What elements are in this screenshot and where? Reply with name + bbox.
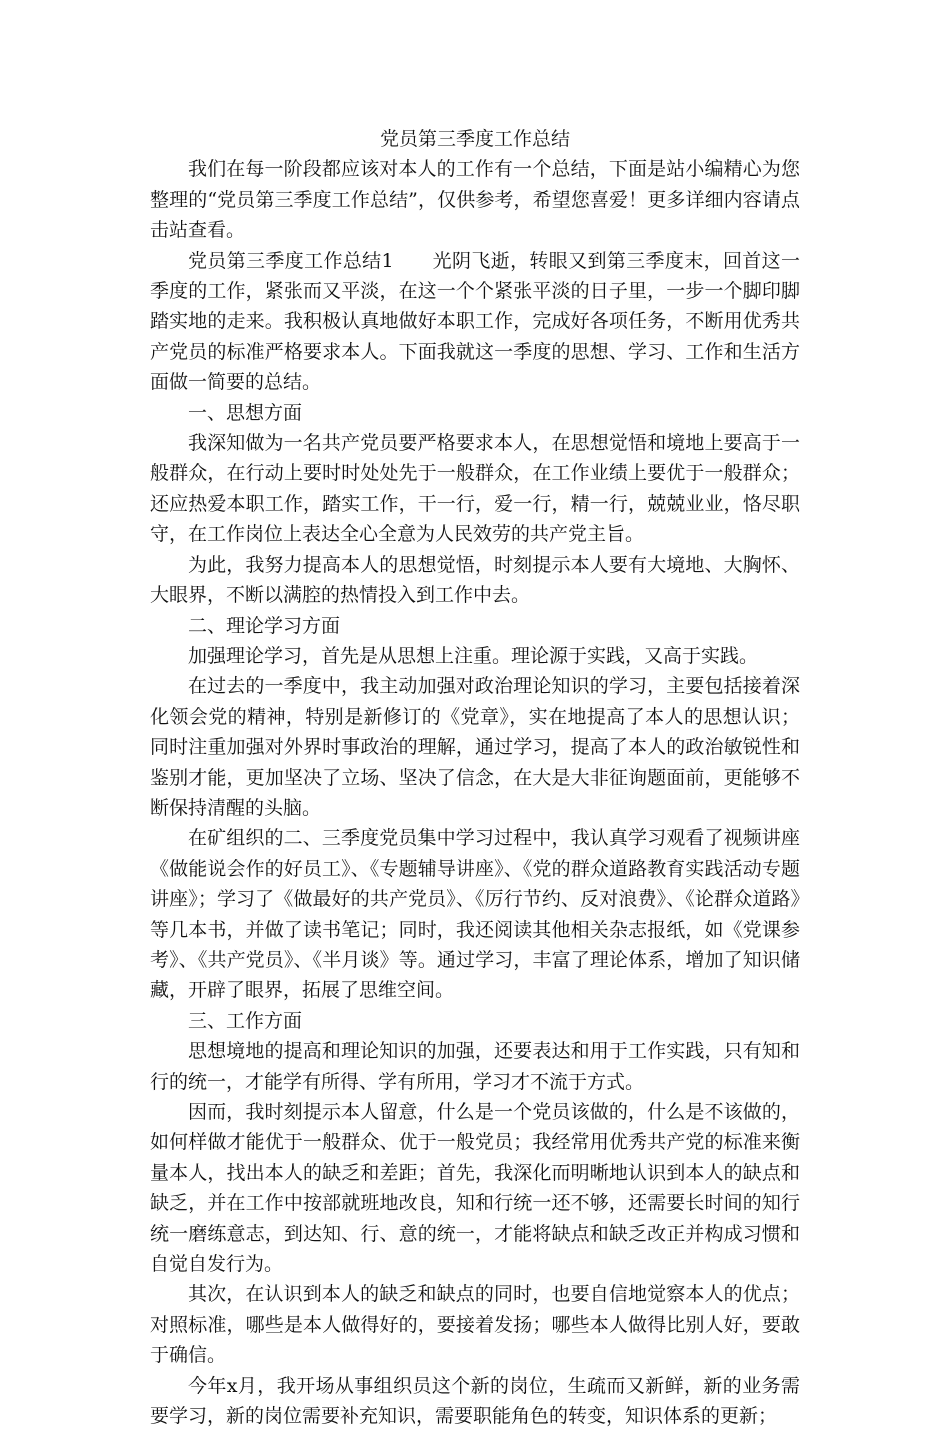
summary-paragraph: 党员第三季度工作总结1 光阴飞逝，转眼又到第三季度末，回首这一季度的工作，紧张而又平淡，在这一个个紧张平淡的日子里，一步一个脚印脚踏实地的走来。我积极认真地做好本职工作，完成好各项任务，不断用优秀共产党员的标准严格要求本人。下面我就这一季度的思想、学习、工作和生活方面做一简要的总结。 [150, 249, 800, 394]
body-paragraph: 在过去的一季度中，我主动加强对政治理论知识的学习，主要包括接着深化领会党的精神，特别是新修订的《党章》，实在地提高了本人的思想认识；同时注重加强对外界时事政治的理解，通过学习，提高了本人的政治敏锐性和鉴别才能，更加坚决了立场、坚决了信念，在大是大非征询题面前，更能够不断保持清醒的头脑。 [150, 675, 800, 819]
section-heading-theory: 二、理论学习方面 [188, 614, 341, 637]
document-title: 党员第三季度工作总结 [379, 128, 570, 150]
section-heading-work: 三、工作方面 [188, 1009, 303, 1032]
body-paragraph: 我深知做为一名共产党员要严格要求本人，在思想觉悟和境地上要高于一般群众，在行动上要时时处处先于一般群众，在工作业绩上要优于一般群众；还应热爱本职工作，踏实工作，干一行，爱一行，精一行，兢兢业业，恪尽职守，在工作岗位上表达全心全意为人民效劳的共产党主旨。 [150, 432, 800, 546]
body-paragraph: 思想境地的提高和理论知识的加强，还要表达和用于工作实践，只有知和行的统一，才能学有所得、学有所用，学习才不流于方式。 [150, 1040, 800, 1093]
body-paragraph: 其次，在认识到本人的缺乏和缺点的同时，也要自信地觉察本人的优点；对照标准，哪些是本人做得好的，要接着发扬；哪些本人做得比别人好，要敢于确信。 [150, 1283, 800, 1367]
body-paragraph: 为此，我努力提高本人的思想觉悟，时刻提示本人要有大境地、大胸怀、大眼界，不断以满腔的热情投入到工作中去。 [150, 553, 800, 607]
body-paragraph: 在矿组织的二、三季度党员集中学习过程中，我认真学习观看了视频讲座《做能说会作的好员工》、《专题辅导讲座》、《党的群众道路教育实践活动专题讲座》；学习了《做最好的共产党员》、《厉行节约、反对浪费》、《论群众道路》等几本书，并做了读书笔记；同时，我还阅读其他相关杂志报纸，如《党课参考》、《共产党员》、《半月谈》等。通过学习，丰富了理论体系，增加了知识储藏，开辟了眼界，拓展了思维空间。 [150, 827, 800, 1002]
section-heading-thought: 一、思想方面 [188, 401, 303, 424]
intro-paragraph: 我们在每一阶段都应该对本人的工作有一个总结，下面是站小编精心为您整理的“党员第三季度工作总结”，仅供参考，希望您喜爱！更多详细内容请点击站查看。 [150, 158, 800, 242]
document-page [150, 124, 800, 1431]
body-paragraph: 今年x月，我开场从事组织员这个新的岗位，生疏而又新鲜，新的业务需要学习，新的岗位需要补充知识，需要职能角色的转变，知识体系的更新； [150, 1374, 800, 1428]
body-paragraph: 因而，我时刻提示本人留意，什么是一个党员该做的，什么是不该做的，如何样做才能优于一般群众、优于一般党员；我经常用优秀共产党的标准来衡量本人，找出本人的缺乏和差距；首先，我深化而明晰地认识到本人的缺点和缺乏，并在工作中按部就班地改良，知和行统一还不够，还需要长时间的知行统一磨练意志，到达知、行、意的统一，才能将缺点和缺乏改正并构成习惯和自觉自发行为。 [150, 1101, 800, 1276]
body-paragraph: 加强理论学习，首先是从思想上注重。理论源于实践，又高于实践。 [188, 644, 759, 667]
